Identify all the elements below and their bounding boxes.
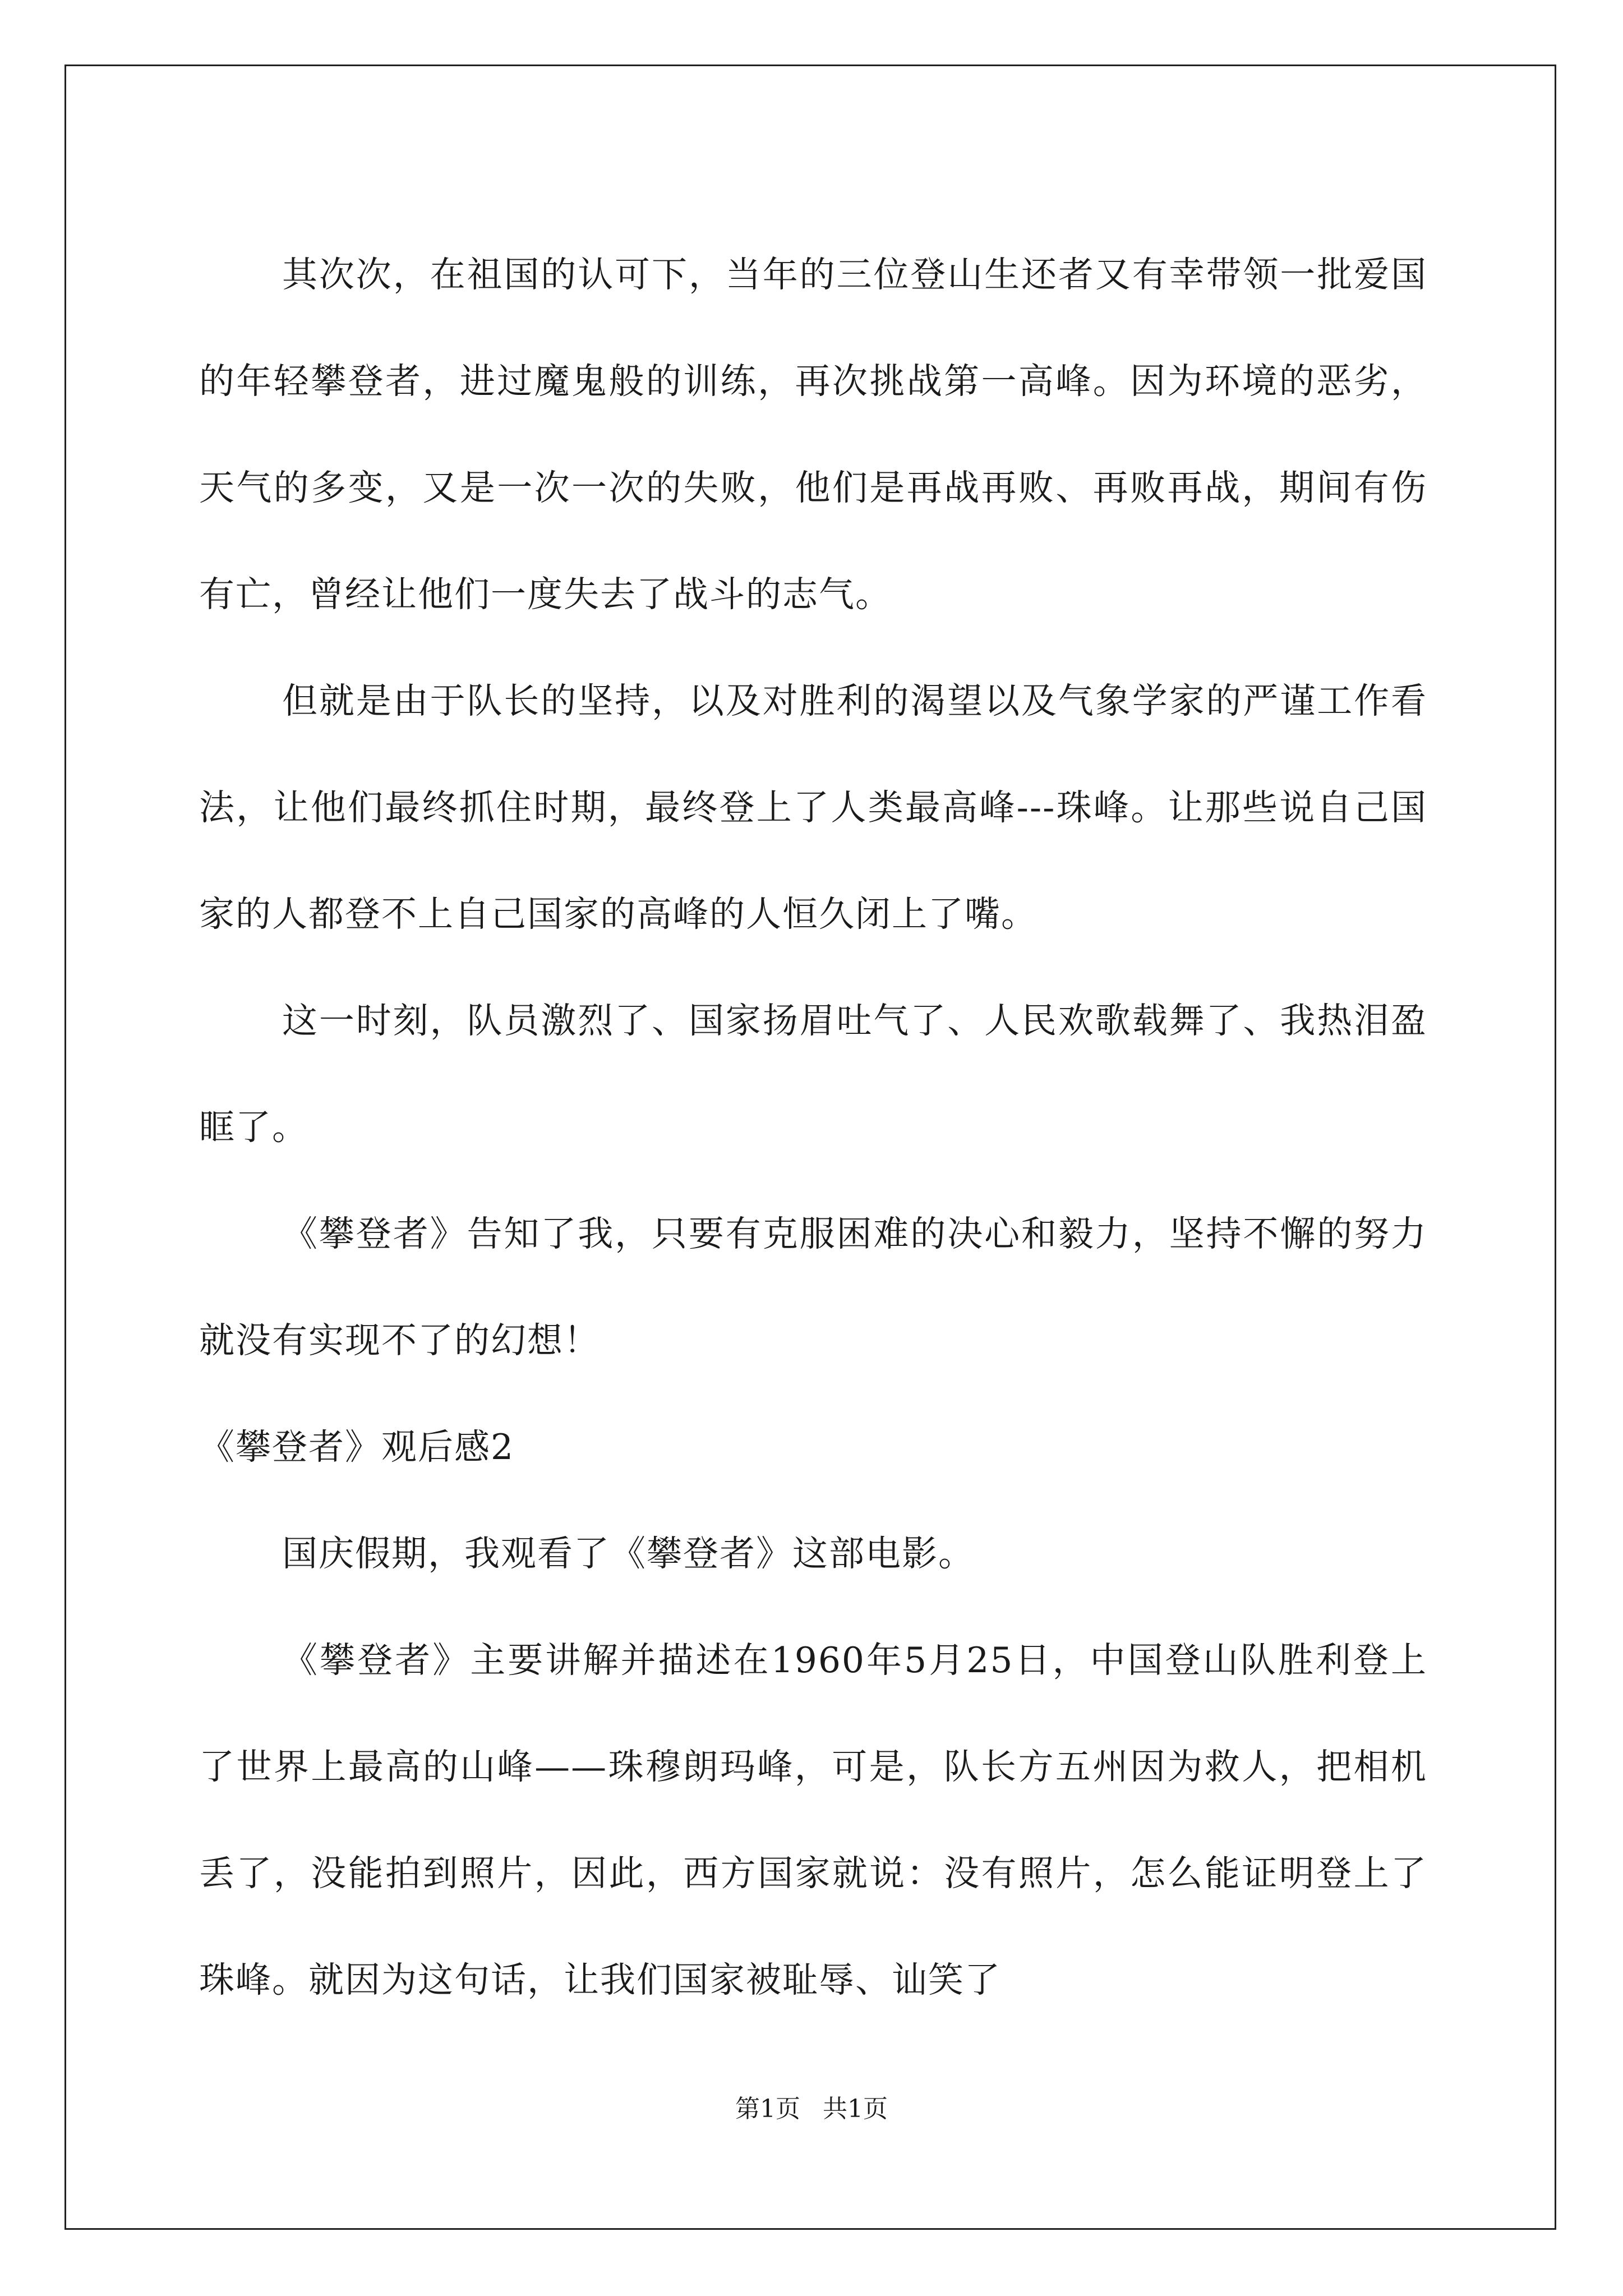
- document-body: [199, 222, 1427, 2033]
- paragraph-1: 其次次，在祖国的认可下，当年的三位登山生还者又有幸带领一批爱国的年轻攀登者，进过魔鬼般的训练，再次挑战第一高峰。因为环境的恶劣，天气的多变，又是一次一次的失败，他们是再战再败、再败再战，期间有伤有亡，曾经让他们一度失去了战斗的志气。: [199, 254, 1427, 615]
- page-footer: [0, 2092, 1623, 2126]
- page-total: 共1页: [823, 2095, 888, 2123]
- paragraph-4: 《攀登者》告知了我，只要有克服困难的决心和毅力，坚持不懈的努力就没有实现不了的幻想！: [199, 1213, 1427, 1361]
- paragraph-2: 但就是由于队长的坚持，以及对胜利的渴望以及气象学家的严谨工作看法，让他们最终抓住时期，最终登上了人类最高峰---珠峰。让那些说自己国家的人都登不上自己国家的高峰的人恒久闭上了嘴。: [199, 680, 1427, 935]
- paragraph-5: 国庆假期，我观看了《攀登者》这部电影。: [282, 1533, 975, 1574]
- paragraph-3: 这一时刻，队员激烈了、国家扬眉吐气了、人民欢歌载舞了、我热泪盈眶了。: [199, 1000, 1427, 1148]
- section-heading: 《攀登者》观后感2: [199, 1427, 515, 1467]
- page-number: 第1页: [735, 2095, 800, 2123]
- paragraph-6: 《攀登者》主要讲解并描述在1960年5月25日，中国登山队胜利登上了世界上最高的山峰——珠穆朗玛峰，可是，队长方五州因为救人，把相机丢了，没能拍到照片，因此，西方国家就说：没有照片，怎么能证明登上了珠峰。就因为这句话，让我们国家被耻辱、讪笑了: [199, 1640, 1427, 2000]
